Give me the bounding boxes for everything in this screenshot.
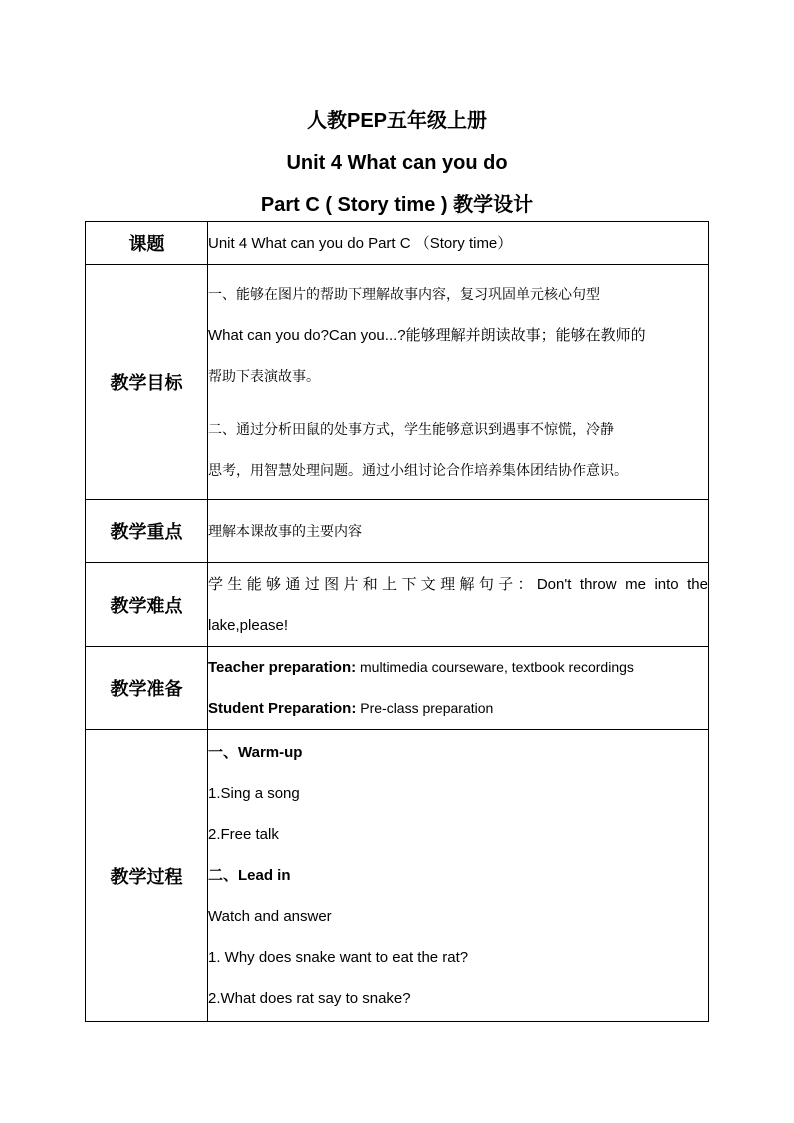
key-points-text: 理解本课故事的主要内容 — [208, 522, 362, 539]
leadin-intro: Watch and answer — [208, 908, 332, 925]
cell-preparation — [208, 647, 709, 730]
row-process — [86, 730, 709, 1022]
leadin-question: 2.What does rat say to snake? — [208, 990, 411, 1007]
warmup-item: 1.Sing a song — [208, 785, 300, 802]
row-key-points — [86, 500, 709, 563]
objective-a-line: 一、能够在图片的帮助下理解故事内容，复习巩固单元核心句型 — [208, 285, 600, 302]
label-preparation: 教学准备 — [86, 647, 208, 730]
cell-process — [208, 730, 709, 1022]
cell-objectives — [208, 265, 709, 500]
title-line-part: Part C ( Story time ) 教学设计 — [260, 194, 534, 216]
cell-topic — [208, 222, 709, 265]
student-preparation-text: Pre-class preparation — [356, 700, 494, 716]
difficulties-line: lake,please! — [208, 616, 289, 634]
cell-key-points — [208, 500, 709, 563]
label-difficulties: 教学难点 — [86, 563, 208, 647]
label-key-points: 教学重点 — [86, 500, 208, 563]
document-title — [0, 100, 794, 226]
difficulties-line: 学生能够通过图片和上下文理解句子：Don't throw me into the — [208, 575, 708, 593]
leadin-heading: 二、Lead in — [208, 867, 291, 884]
topic-text: Unit 4 What can you do Part C （Story time） — [208, 234, 513, 252]
row-preparation — [86, 647, 709, 730]
row-difficulties — [86, 563, 709, 647]
student-preparation-label: Student Preparation: — [208, 700, 357, 717]
row-objectives — [86, 265, 709, 500]
objective-a-line: What can you do?Can you...?能够理解并朗读故事；能够在教师的 — [208, 326, 646, 344]
label-topic: 课题 — [86, 222, 208, 265]
objective-b-line: 二、通过分析田鼠的处事方式，学生能够意识到遇事不惊慌，冷静 — [208, 420, 614, 437]
teacher-preparation — [208, 647, 708, 688]
leadin-question: 1. Why does snake want to eat the rat? — [208, 949, 469, 966]
row-topic — [86, 222, 709, 265]
objective-b-line: 思考，用智慧处理问题。通过小组讨论合作培养集体团结协作意识。 — [208, 461, 628, 478]
teacher-preparation-label: Teacher preparation: — [208, 659, 357, 676]
warmup-heading: 一、Warm-up — [208, 744, 303, 761]
warmup-item: 2.Free talk — [208, 826, 279, 843]
title-line-textbook: 人教PEP五年级上册 — [306, 110, 488, 132]
cell-difficulties — [208, 563, 709, 647]
title-line-unit: Unit 4 What can you do — [286, 152, 508, 174]
teacher-preparation-text: multimedia courseware, textbook recordings — [356, 659, 634, 675]
label-objectives: 教学目标 — [86, 265, 208, 500]
objective-a-line: 帮助下表演故事。 — [208, 367, 320, 384]
student-preparation — [208, 688, 708, 729]
label-process: 教学过程 — [86, 730, 208, 1022]
lesson-plan-table — [85, 221, 709, 1022]
